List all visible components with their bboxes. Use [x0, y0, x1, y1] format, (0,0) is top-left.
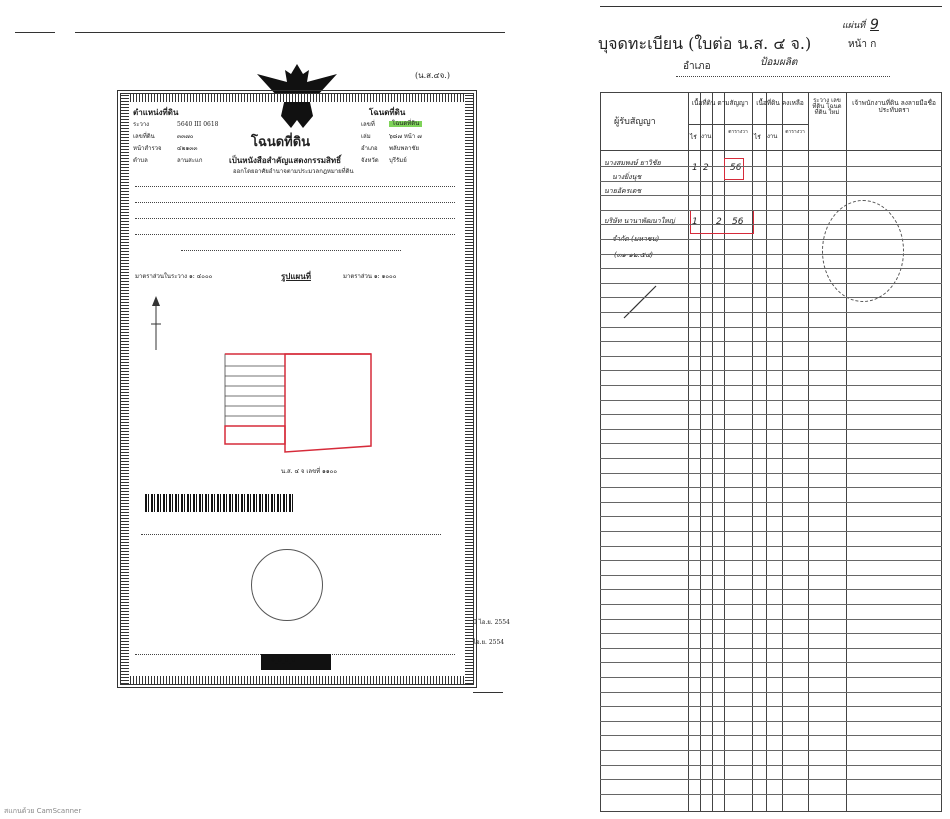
field-survey-value: ๔๒๑๓๓	[177, 145, 198, 152]
row2-rai: 1	[692, 217, 698, 227]
ledger-rule-line	[600, 546, 942, 547]
row1-wa: 56	[730, 163, 742, 173]
row1-owner2: นางยิ่งนุช	[612, 173, 642, 181]
field-number-value: โฉนดที่ดิน	[389, 121, 422, 127]
field-sheet-label: ระวาง	[133, 121, 150, 128]
deed-frame	[117, 90, 477, 688]
row2-highlight	[690, 210, 754, 234]
ledger-rule-line	[600, 662, 942, 663]
field-province-value: บุรีรัมย์	[389, 157, 407, 164]
page-label: แผ่นที่	[842, 21, 866, 31]
field-district-value: พลับพลาชัย	[389, 145, 420, 152]
page-number: 9	[870, 17, 879, 33]
deed-form-code: (น.ส.๔จ.)	[415, 71, 450, 80]
page-edge-mark	[15, 32, 55, 33]
district-label: อำเภอ	[683, 61, 711, 72]
north-arrow-icon	[149, 294, 163, 354]
deed-title: โฉนดที่ดิน	[251, 135, 311, 150]
ledger-rule-line	[600, 735, 942, 736]
plan-label: รูปแผนที่	[281, 271, 311, 281]
ledger-rule-line	[600, 210, 942, 211]
unit-ngan-2: งาน	[767, 133, 778, 140]
location-header: ตำแหน่งที่ดิน	[133, 107, 179, 117]
ledger-rule-line	[600, 648, 942, 649]
unit-wa-1: ตารางวา	[728, 129, 748, 135]
row2-owner: บริษัท นานาพัฒนาใหญ่	[604, 217, 675, 225]
row1-rai: 1	[692, 163, 698, 173]
date-stamp-2: ไอ.ย. 2554	[473, 639, 505, 646]
district-underline	[676, 76, 890, 77]
page-sub: หน้า ก	[848, 39, 877, 50]
ledger-rule-line	[600, 721, 942, 722]
deed-subtitle: เป็นหนังสือสำคัญแสดงกรรมสิทธิ์	[229, 155, 342, 165]
row1-ngan: 2	[703, 163, 709, 173]
field-subdistrict-value: ลานสะแก	[177, 157, 203, 164]
field-sheet-value: 5640 III 0618	[177, 121, 219, 128]
officer-seal-stamp	[822, 200, 904, 302]
ledger-rule-line	[600, 429, 942, 430]
scale-left: มาตราส่วนในระวาง ๑: ๔๐๐๐	[135, 273, 213, 280]
deed-authority: ออกโดยอาศัยอำนาจตามประมวลกฎหมายที่ดิน	[233, 168, 354, 175]
ledger-rule-line	[600, 794, 942, 795]
field-district-label: อำเภอ	[361, 145, 378, 152]
field-parcel-label: เลขที่ดิน	[133, 133, 155, 140]
field-parcel-value: ๓๓๗๐	[177, 133, 194, 140]
ledger-rule-line	[600, 385, 942, 386]
col-officer-header: เจ้าพนักงานที่ดิน ลงลายมือชื่อ ประทับตรา	[852, 99, 936, 114]
field-survey-label: หน้าสำรวจ	[133, 145, 162, 152]
ledger-rule-line	[600, 589, 942, 590]
date-stamp-1: 0 ไอ.ย. 2554	[473, 619, 510, 626]
unit-divider	[688, 124, 808, 125]
ledger-rule-line	[600, 370, 942, 371]
ledger-rule-line	[600, 560, 942, 561]
field-book-value: ๖๘๗ หน้า ๗	[389, 133, 422, 140]
header-divider	[600, 150, 942, 151]
ledger-rule-line	[600, 765, 942, 766]
ledger-rule-line	[600, 473, 942, 474]
row2-wa: 56	[732, 217, 744, 227]
field-book-label: เล่ม	[361, 133, 371, 140]
ledger-rule-line	[600, 312, 942, 313]
ledger-rule-line	[600, 487, 942, 488]
page-top-edge	[75, 32, 505, 33]
col-area-remaining-header: เนื้อที่ดิน คงเหลือ	[756, 99, 804, 107]
row2-owner3: (๓๑-๑๒.๕๔)	[614, 251, 654, 259]
ledger-rule-line	[600, 283, 942, 284]
ledger-rule-line	[600, 297, 942, 298]
ledger-rule-line	[600, 531, 942, 532]
ledger-rule-line	[600, 400, 942, 401]
page-bottom-mark	[473, 692, 503, 693]
unit-rai-1: ไร่	[690, 133, 697, 141]
unit-ngan-1: งาน	[701, 133, 712, 140]
ledger-rule-line	[600, 268, 942, 269]
land-deed	[75, 32, 510, 702]
ledger-rule-line	[600, 619, 942, 620]
ledger-title: บุจดทะเบียน (ใบต่อ น.ส. ๔ จ.)	[598, 34, 812, 53]
barcode	[145, 494, 295, 512]
row1-owner: นางสมพงษ์ ยาวิชัย	[604, 159, 661, 167]
strike-line	[620, 282, 660, 322]
ledger-rule-line	[600, 239, 942, 240]
scanner-watermark: สแกนด้วย CamScanner	[4, 807, 82, 815]
col-new-number-header: ระวาง เลขที่ดิน โฉนดที่ดิน ใหม่	[812, 97, 842, 116]
ledger-rule-line	[600, 516, 942, 517]
deed-header: โฉนดที่ดิน	[369, 107, 406, 117]
ledger-rule-line	[600, 224, 942, 225]
col-owner-header: ผู้รับสัญญา	[614, 117, 656, 127]
official-seal-stamp	[251, 549, 323, 621]
ledger-rule-line	[600, 414, 942, 415]
ledger-rule-line	[600, 692, 942, 693]
ledger-top-edge	[600, 6, 942, 7]
ledger-rule-line	[600, 443, 942, 444]
ledger-rule-line	[600, 502, 942, 503]
plan-date: น.ส. ๔ จ เลขที่ ๑๑๐๐	[281, 468, 337, 475]
field-province-label: จังหวัด	[361, 157, 379, 164]
ledger-rule-line	[600, 458, 942, 459]
ledger-rule-line	[600, 575, 942, 576]
unit-wa-2: ตารางวา	[785, 129, 805, 135]
row1-owner3: นายอัครเดช	[604, 187, 642, 195]
ledger-rule-line	[600, 779, 942, 780]
row2-owner2: จำกัด (มหาชน)	[612, 235, 660, 243]
row1-highlight	[724, 158, 744, 180]
redacted-id: 4_0_0_0	[271, 657, 296, 664]
district-value: ป้อมผลิต	[760, 57, 798, 68]
field-subdistrict-label: ตำบล	[133, 157, 148, 164]
ledger-table	[600, 92, 942, 812]
ledger-rule-line	[600, 166, 942, 167]
ledger-rule-line	[600, 327, 942, 328]
ledger-rule-line	[600, 195, 942, 196]
ledger-rule-line	[600, 254, 942, 255]
scale-right: มาตราส่วน ๑: ๑๐๐๐	[343, 273, 397, 280]
ledger-rule-line	[600, 341, 942, 342]
ledger-rule-line	[600, 181, 942, 182]
ledger-rule-line	[600, 677, 942, 678]
ledger-rule-line	[600, 706, 942, 707]
ledger-rule-line	[600, 604, 942, 605]
ledger-rule-line	[600, 633, 942, 634]
col-area-contract-header: เนื้อที่ดิน ตามสัญญา	[691, 99, 749, 107]
row2-ngan: 2	[716, 217, 722, 227]
ledger-rule-line	[600, 356, 942, 357]
unit-rai-2: ไร่	[754, 133, 761, 141]
ledger-rule-line	[600, 750, 942, 751]
field-number-label: เลขที่	[361, 121, 375, 128]
parcel-plan	[221, 334, 421, 464]
